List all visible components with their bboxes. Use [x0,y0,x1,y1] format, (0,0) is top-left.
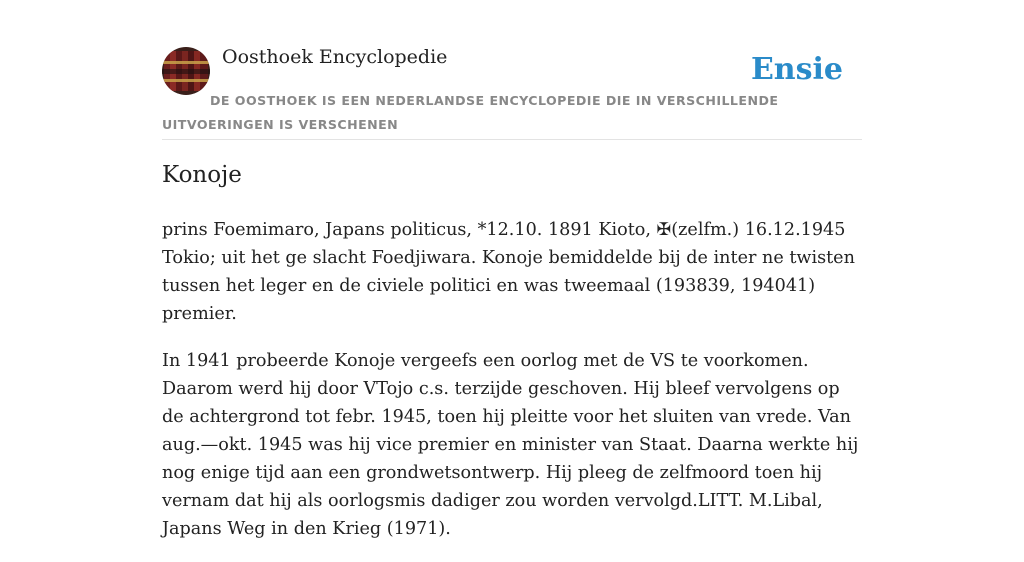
entry-body [162,216,862,562]
brand-logo-link[interactable]: Ensie [750,52,843,87]
entry-title: Konoje [162,162,242,188]
entry-paragraph: In 1941 probeerde Konoje vergeefs een oorlog met de VS te voorkomen. Daarom werd hij door VTojo c.s. terzijde geschoven. Hij bleef vervolgens op de achtergrond tot febr. 1945, toen hij pleitte voor het sluiten van vrede. Van aug.—okt. 1945 was hij vice premier en minister van Staat. Daarna werkte hij nog enige tijd aan een grondwetsontwerp. Hij pleeg de zelfmoord toen hij vernam dat hij als oorlogsmis dadiger zou worden vervolgd.LITT. M.Libal, Japans Weg in den Krieg (1971). [162,351,859,539]
encyclopedia-books-icon[interactable] [162,47,210,95]
header-divider [162,139,862,140]
site-tagline: DE OOSTHOEK IS EEN NEDERLANDSE ENCYCLOPEDIE DIE IN VERSCHILLENDE UITVOERINGEN IS VERSCHENEN [162,93,779,132]
entry-paragraph: prins Foemimaro, Japans politicus, *12.10. 1891 Kioto, ✠(zelfm.) 16.12.1945 Tokio; uit het ge slacht Foedjiwara. Konoje bemiddelde bij de inter ne twisten tussen het leger en de civiele politici en was tweemaal (193839, 194041) premier. [162,220,855,324]
site-title[interactable]: Oosthoek Encyclopedie [222,46,448,68]
